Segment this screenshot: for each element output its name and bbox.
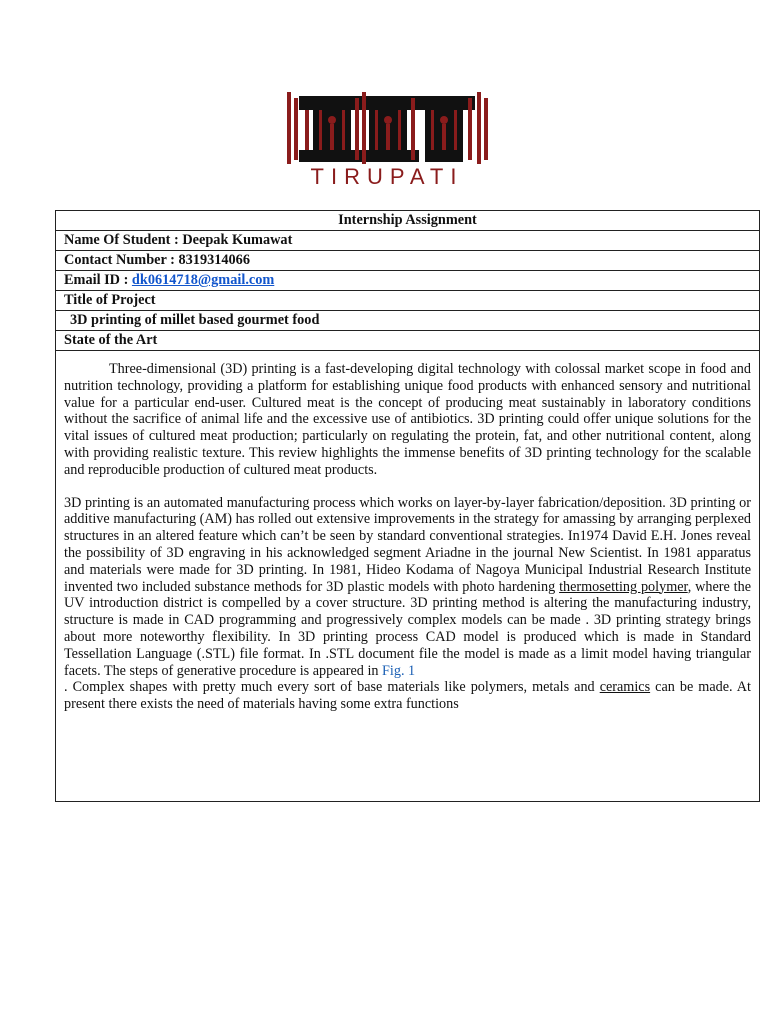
paragraph-history-part-a: 3D printing is an automated manufacturing process which works on layer-by-layer fabrication/deposition. 3D printing or additive manufacturing (AM) has rolled out extensive improvements in the strategy for amassing by arranging perplexed structures in an altered feature which can’t be seen by standard conventional strategies. In1974 David E.H. Jones reveal the possibility of 3D engraving in his acknowledged segment Ariadne in the journal New Scientist. In 1981 apparatus and materials were made for 3D printing. In 1981, Hideo Kodama of Nagoya Municipal Industrial Research Institute invented two included substance methods for 3D plastic models with photo hardening bbox=[64, 494, 751, 595]
paragraph-abstract: Three-dimensional (3D) printing is a fast-developing digital technology with colossal market scope in food and nutrition technology, providing a platform for establishing unique food products with enhanced sensory and nutritional value for a particular end-user. Cultured meat is the concept of producing meat sustainably in laboratory conditions without the sacrifice of animal life and the excessive use of antibiotics. 3D printing could offer unique solutions for the vital issues of cultured meat production; particularly on regulating the protein, fat, and other nutritional content, along with providing realistic texture. This review highlights the immense benefits of 3D printing technology for the scalable and reproducible production of cultured meat products. bbox=[64, 361, 751, 478]
body-text bbox=[56, 351, 760, 802]
paragraph-materials bbox=[64, 679, 751, 713]
email-label: Email ID : bbox=[64, 272, 132, 288]
logo-text: TIRUPATI bbox=[310, 164, 464, 189]
assignment-table bbox=[55, 210, 760, 802]
thermosetting-polymer-link[interactable]: thermosetting polymer bbox=[559, 578, 688, 595]
email-link[interactable]: dk0614718@gmail.com bbox=[131, 272, 275, 288]
project-title: 3D printing of millet based gourmet food bbox=[56, 311, 760, 331]
paragraph-materials-part-a: . Complex shapes with pretty much every sort of base materials like polymers, metals and bbox=[64, 679, 600, 696]
paragraph-materials-part-b: can be made. At present there exists the need of materials having some extra functions bbox=[64, 679, 751, 713]
figure-reference-link[interactable]: Fig. 1 bbox=[382, 662, 416, 679]
email-row bbox=[56, 271, 760, 291]
iit-logo-mark bbox=[285, 92, 489, 164]
ceramics-link[interactable]: ceramics bbox=[599, 679, 651, 696]
table-title: Internship Assignment bbox=[56, 211, 760, 231]
paragraph-history-part-b: , where the UV introduction district is compelled by a cover structure. 3D printing method is altering the manufacturing industry, structure is made in CAD programming and progressively complex models can be made . 3D printing strategy brings about more noteworthy flexibility. In 3D printing process CAD model is produced which is made in Standard Tessellation Language (.STL) file format. In .STL document file the model is made as a limit model having triangular facets. The steps of generative procedure is appeared in bbox=[64, 578, 752, 679]
contact-number: Contact Number : 8319314066 bbox=[56, 251, 760, 271]
student-name: Name Of Student : Deepak Kumawat bbox=[56, 231, 760, 251]
paragraph-history bbox=[64, 495, 751, 680]
section-label: State of the Art bbox=[56, 331, 760, 351]
iit-tirupati-logo bbox=[285, 92, 489, 194]
project-label: Title of Project bbox=[56, 291, 760, 311]
